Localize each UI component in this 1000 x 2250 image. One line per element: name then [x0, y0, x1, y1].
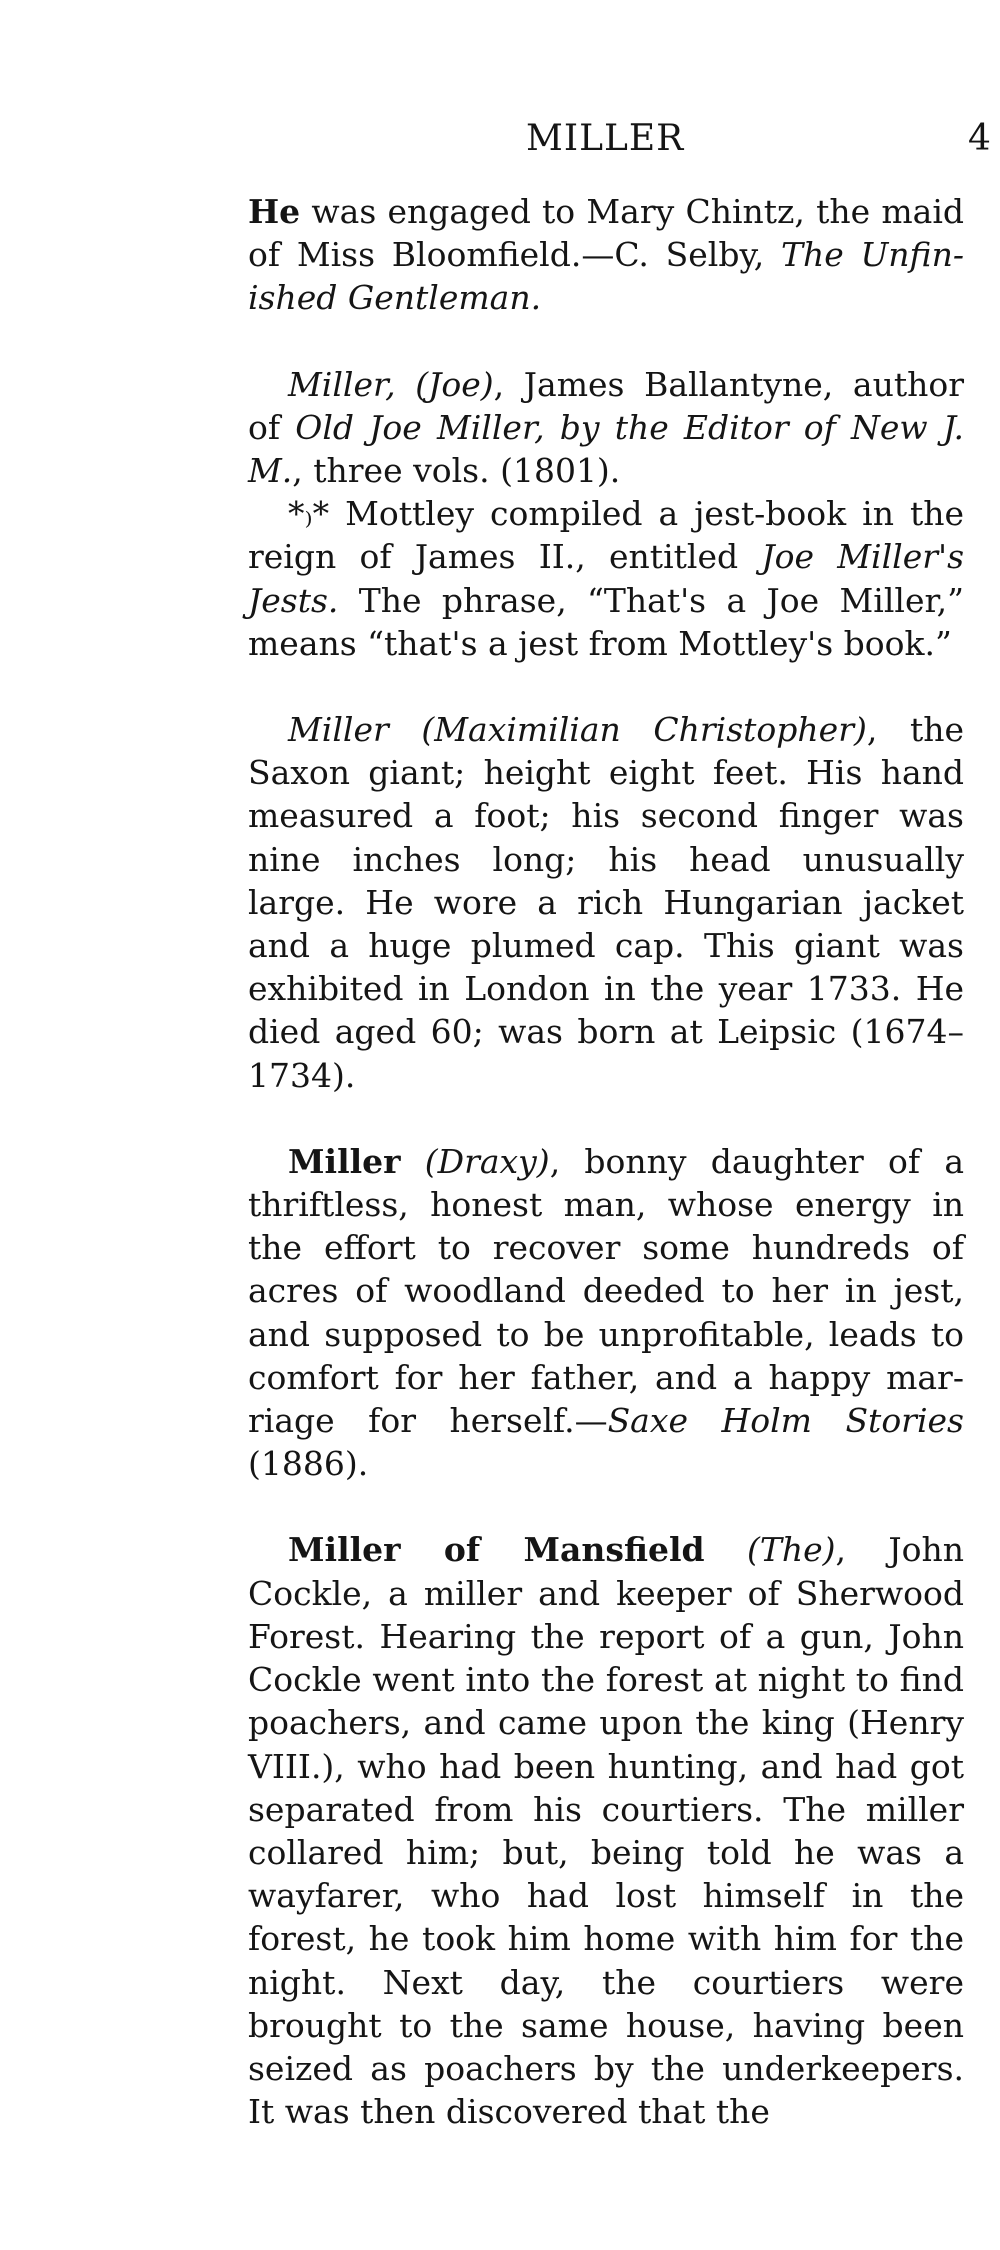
note-text: Mottley compiled a jest-book in the reign of James II., entitled: [248, 494, 964, 577]
entry-text: , bonny daughter of a thriftless, honest man, whose energy in the effort to recover some hundreds of acres of woodland deeded to her in jest, and supposed to be unprofitable, leads to comfort for her father, and a happy marriage for herself.—: [248, 1141, 964, 1441]
entry-source: The Unfinished Gentleman.: [248, 235, 964, 318]
entry-source: Saxe Holm Stories: [607, 1401, 964, 1441]
entry-note: [248, 492, 964, 665]
entry-text: , John Cockle, a miller and keeper of Sherwood Forest. Hearing the report of a gun, John Cockle went into the forest at night to find poachers, and came upon the king (Henry VIII.), who had been hunting, and had got separated from his courtiers. The miller collared him; but, being told he was a wayfarer, who had lost himself in the forest, he took him home with him for the night. Next day, the courtiers were brought to the same house, having been seized as poachers by the underkeepers. It was then discovered that the: [248, 1530, 964, 2132]
entry-miller-of-mansfield: [248, 1528, 964, 2133]
header-title: MILLER: [526, 118, 685, 159]
entry-text: , the Saxon giant; height eight feet. His hand measured a foot; his second finger was nine inches long; his head unusually large. He wore a rich Hungarian jacket and a huge plumed cap. This giant was exhibited in London in the year 1733. He died aged 60; was born at Leipsic (1674–1734).: [248, 710, 964, 1095]
entry-work: Old Joe Miller, by the Editor of New J. M.: [248, 407, 964, 491]
entry-name: (Maximilian Christopher): [421, 710, 867, 750]
entry-miller-draxy: [248, 1140, 964, 1486]
entry-headword: Miller: [288, 710, 389, 750]
entry-text: was engaged to Mary Chintz, the maid of Miss Bloomfield.—C. Selby,: [248, 192, 964, 275]
entry-text: , James Ballantyne, author of: [248, 364, 964, 447]
entry-lead: He: [248, 192, 301, 231]
page-number: 4: [968, 118, 992, 159]
entry-headword: Miller: [288, 1141, 401, 1181]
note-work: Joe Miller's Jests.: [248, 537, 964, 620]
entry-name: (The): [746, 1530, 836, 1570]
entry-headword: Miller, (Joe): [288, 364, 494, 404]
entry-continuation: [248, 190, 964, 320]
note-asterism: *₎*: [288, 494, 330, 534]
entry-miller-joe: [248, 363, 964, 493]
running-header: [0, 118, 1000, 168]
note-text: The phrase, “That's a Joe Miller,” means “that's a jest from Mottley's book.”: [248, 580, 964, 663]
entry-name: (Draxy): [424, 1141, 550, 1181]
entry-text: , three vols. (1801).: [292, 451, 621, 491]
entry-text: (1886).: [248, 1444, 369, 1484]
text-column: [248, 190, 964, 2133]
entry-miller-maximilian: [248, 708, 964, 1097]
entry-headword: Miller of Mansfield: [288, 1530, 705, 1570]
